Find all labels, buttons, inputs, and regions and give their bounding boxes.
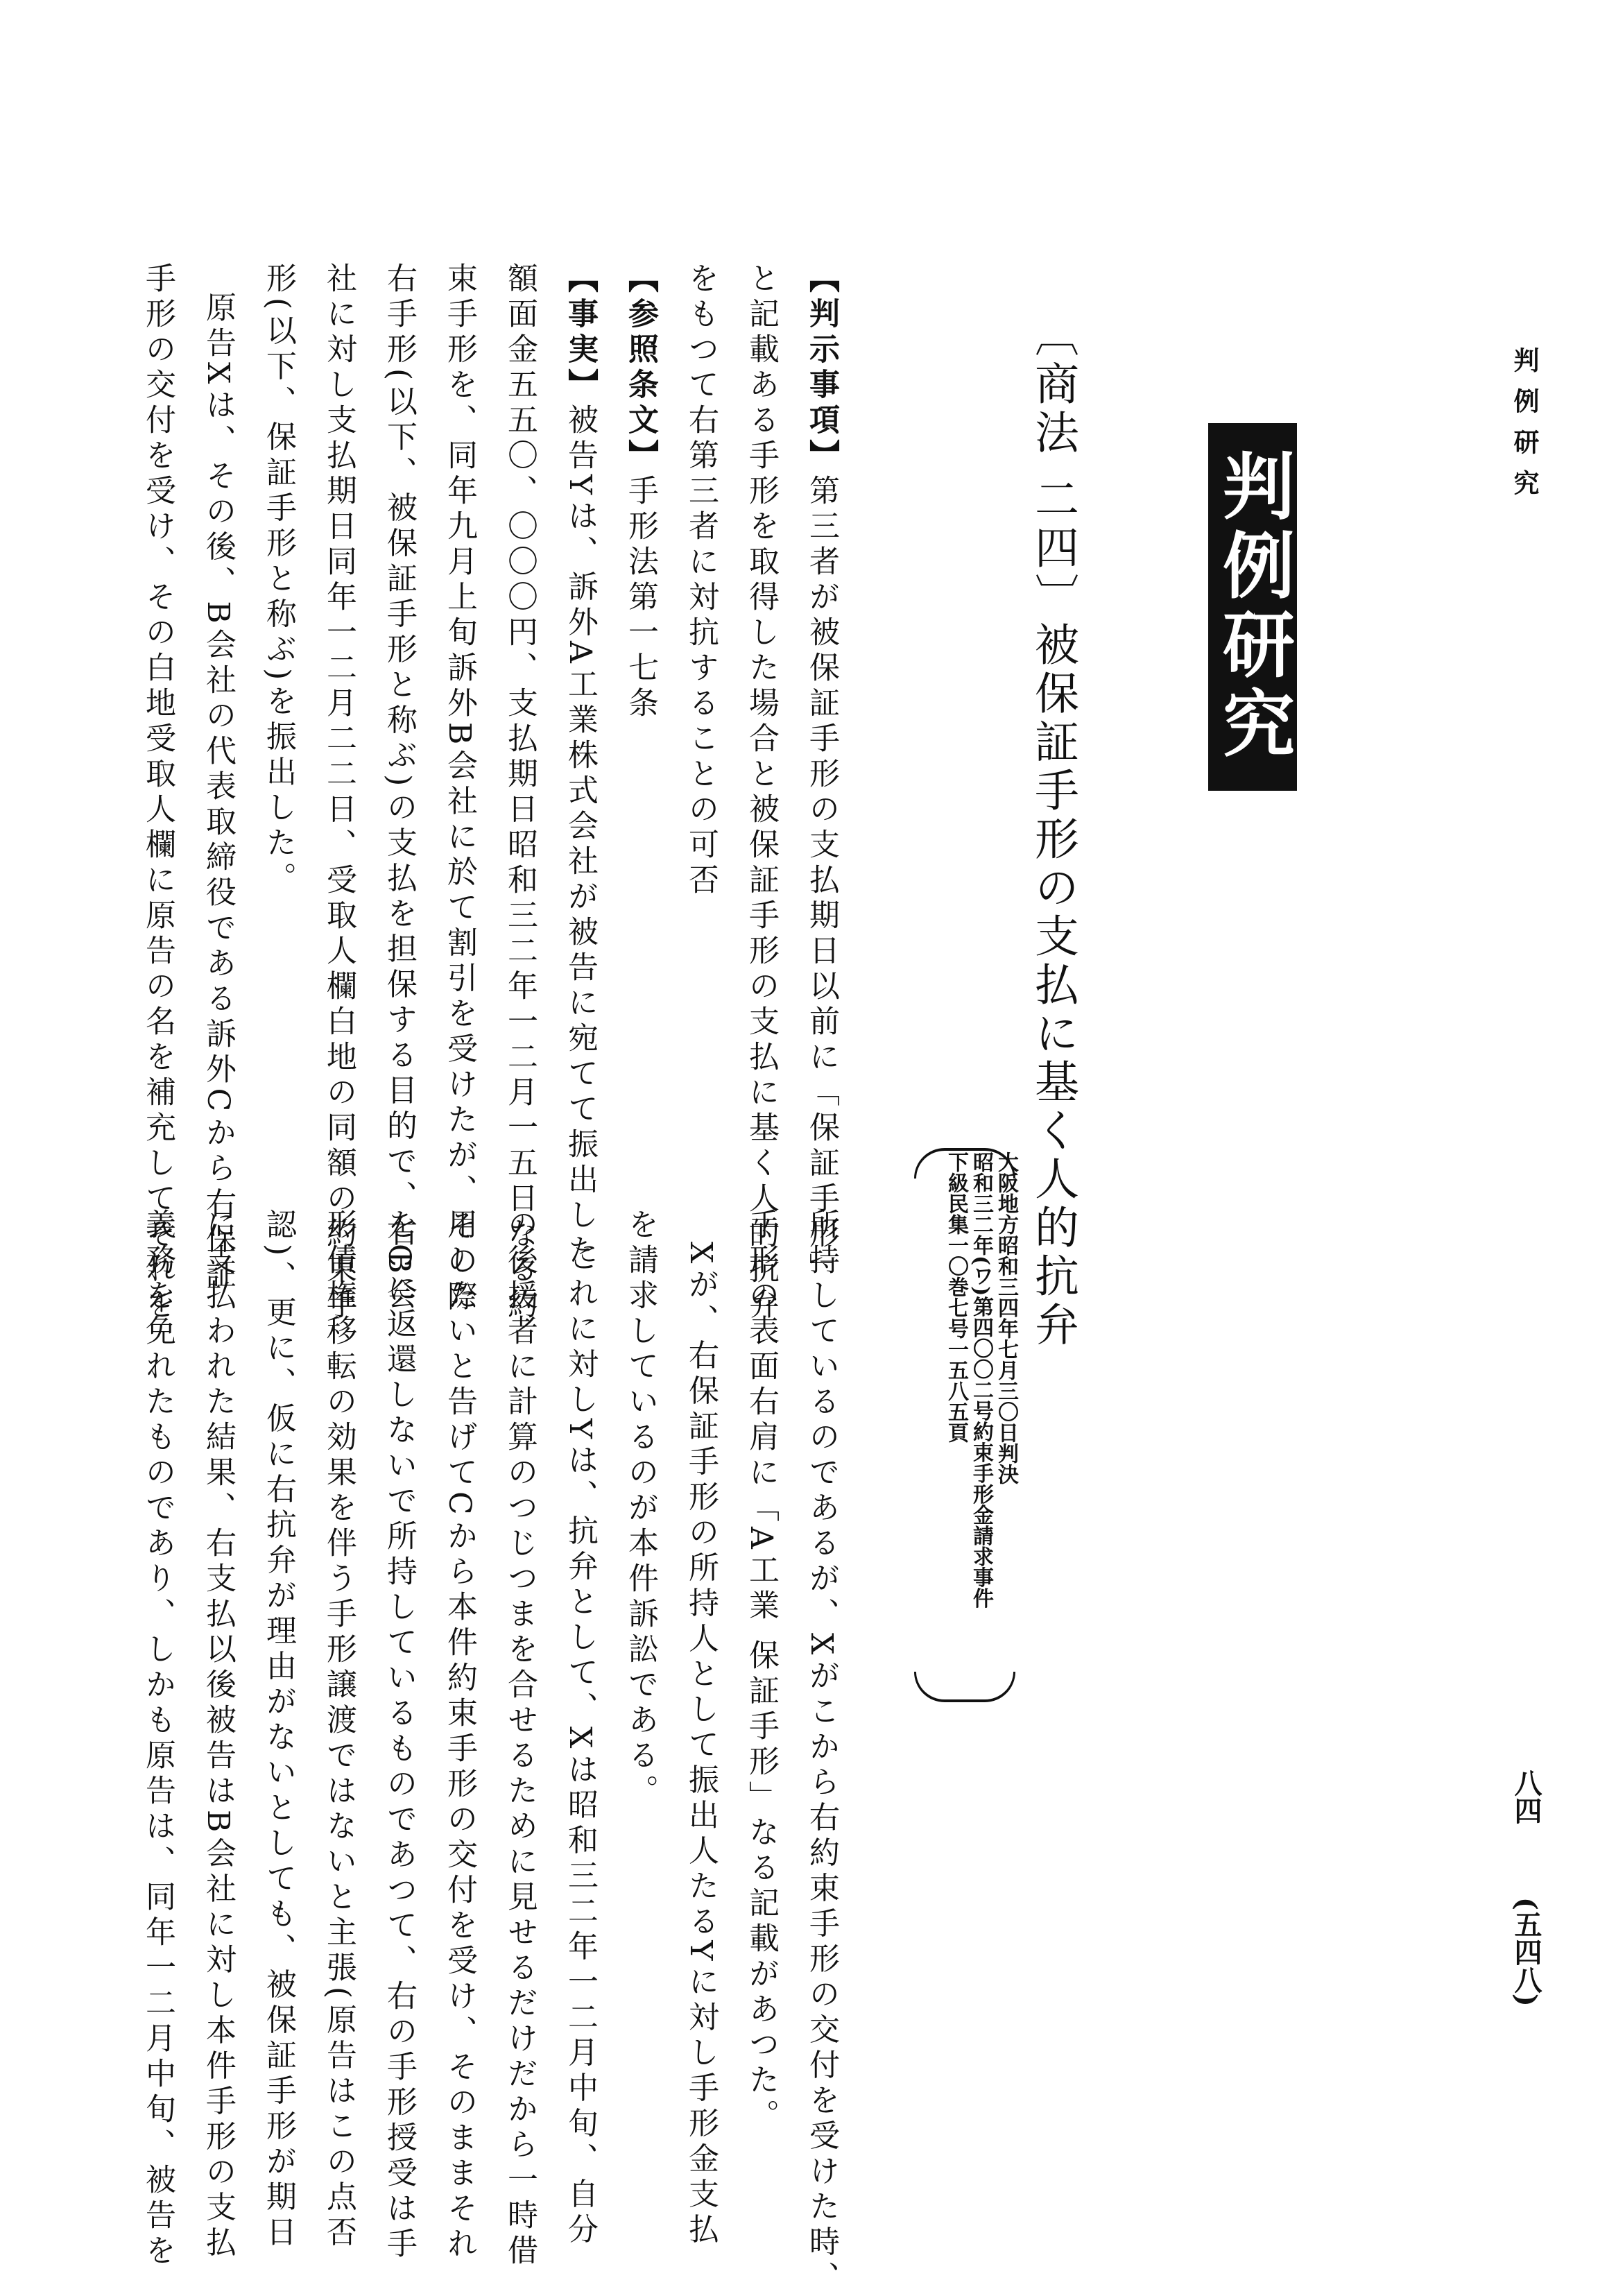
upper-text-line: 所持しているのであるが、Xがこから右約束手形の交付を受けた時、 [804, 1208, 839, 2296]
line-text: 第三者が被保証手形の支払期日以前に「保証手形」 [804, 474, 839, 1288]
page-total-number: (五四八) [1510, 1897, 1542, 2007]
lower-text-line [678, 262, 723, 899]
lower-text-line [377, 262, 421, 1314]
upper-text-line: を請求しているのが本件訴訟である。 [623, 1208, 658, 1810]
lower-text-line [558, 262, 602, 1269]
upper-text-line: 認)、更に、仮に右抗弁が理由がないとしても、被保証手形が期日 [261, 1208, 296, 2252]
line-text: 形(以下、保証手形と称ぶ)を振出した。 [261, 262, 296, 898]
upper-text-line: Xが、右保証手形の所持人として振出人たるYに対し手形金支払 [683, 1242, 719, 2249]
line-text: 原告Xは、その後、B会社の代表取締役である訴外Cから右保証 [200, 291, 236, 1294]
upper-text-line: 用したいと告げてCから本件約束手形の交付を受け、そのままそれ [442, 1208, 477, 2263]
citation-paren-close [914, 1672, 1015, 1702]
page-number: 八四 [1510, 1769, 1542, 1824]
line-text: 被告Yは、訴外A工業株式会社が被告に宛てて振出した [562, 404, 598, 1269]
lower-text-line [739, 262, 783, 1323]
line-text: と記載ある手形を取得した場合と被保証手形の支払に基く人的抗弁 [743, 262, 779, 1323]
line-text: 額面金五五〇、〇〇〇円、支払期日昭和三二年一二月一五日なる約 [502, 262, 538, 1323]
citation-line: 昭和三二年(ワ)第四〇〇二号約束手形金請求事件 [969, 1151, 993, 1609]
lower-text-line [437, 262, 481, 1315]
section-banner: 判例研究 [1208, 423, 1297, 791]
upper-text-line: 義務を免れたものであり、しかも原告は、同年一二月中旬、被告を [140, 1208, 175, 2270]
case-citation [906, 1151, 1018, 1734]
section-heading: 【参照条文】 [623, 262, 658, 474]
lower-text-line [497, 262, 542, 1323]
upper-text-line: 形債権移転の効果を伴う手形譲渡ではないと主張(原告はこの点否 [321, 1208, 356, 2252]
line-text: 手形の交付を受け、その白地受取人欄に原告の名を補充してそれを [140, 262, 175, 1323]
section-heading: 【判示事項】 [804, 262, 839, 474]
upper-text-line: に支払われた結果、右支払以後被告はB会社に対し本件手形の支払 [200, 1208, 236, 2262]
section-heading: 【事実】 [562, 262, 598, 404]
upper-text-line: 手形の表面右肩に「A工業 保証手形」なる記載があつた。 [743, 1208, 779, 2134]
line-text: 束手形を、同年九月上旬訴外B会社に於て割引を受けたが、その際 [442, 262, 477, 1316]
citation-line: 大阪地方昭和三四年七月三〇日判決 [994, 1151, 1018, 1484]
lower-text-line [618, 262, 662, 722]
upper-text-line: これに対しYは、抗弁として、Xは昭和三二年一二月中旬、自分 [562, 1242, 598, 2249]
lower-text-line [135, 262, 180, 1323]
upper-text-line: の後援者に計算のつじつまを合せるために見せるだけだから一時借 [502, 1208, 538, 2270]
upper-text-line: をCに返還しないで所持しているものであつて、右の手形授受は手 [381, 1208, 417, 2263]
lower-text-line [799, 262, 843, 1288]
running-header-title: 判例研究 [1509, 347, 1540, 511]
line-text: 社に対し支払期日同年一二月二二日、受取人欄白地の同額の約束手 [321, 262, 356, 1323]
lower-text-line [256, 262, 300, 897]
citation-line: 下級民集一〇巻七号一五八五頁 [944, 1151, 968, 1443]
line-text: 右手形(以下、被保証手形と称ぶ)の支払を担保する目的で、右B会 [381, 262, 417, 1314]
lower-text-line [196, 291, 240, 1293]
case-title: 〔商法 二四〕被保証手形の支払に基く人的抗弁 [1027, 312, 1078, 1351]
line-text: をもつて右第三者に対抗することの可否 [683, 262, 719, 899]
lower-text-line [316, 262, 361, 1323]
line-text: 手形法第一七条 [623, 474, 658, 722]
